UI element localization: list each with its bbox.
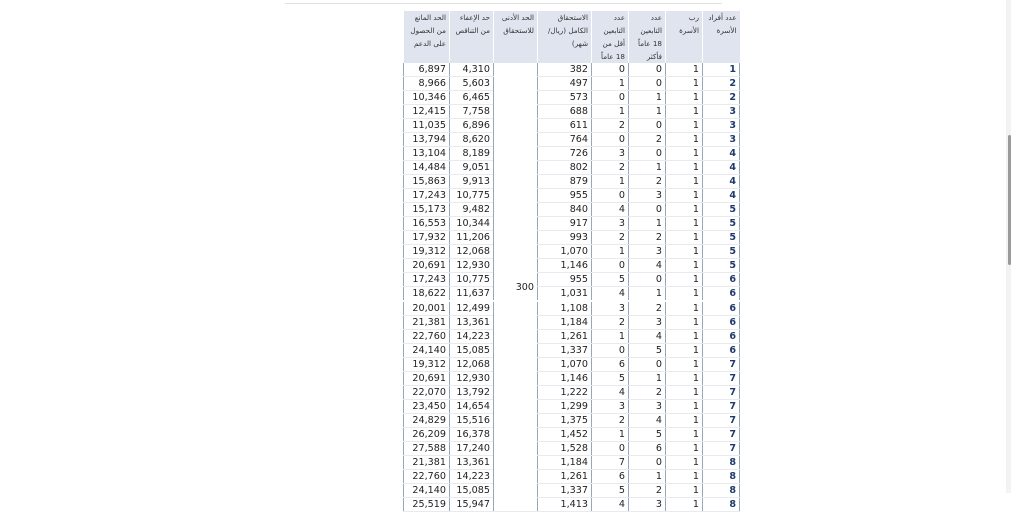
cell-family-size: 3 [703, 133, 740, 147]
cell-exemption-limit: 8,189 [450, 147, 494, 161]
cell-exemption-limit: 14,223 [450, 330, 494, 344]
cell-family-size: 4 [703, 175, 740, 189]
cell-head-of-family: 1 [666, 119, 703, 133]
cell-dependents-under-18: 7 [592, 456, 629, 470]
cell-exemption-limit: 10,775 [450, 189, 494, 203]
table-row [404, 273, 740, 287]
cell-dependents-under-18: 5 [592, 484, 629, 498]
cell-full-entitlement: 382 [538, 63, 592, 77]
cell-head-of-family: 1 [666, 147, 703, 161]
cell-head-of-family: 1 [666, 498, 703, 512]
cell-dependents-18-plus: 5 [629, 428, 666, 442]
cell-dependents-under-18: 1 [592, 105, 629, 119]
cell-exemption-limit: 7,758 [450, 105, 494, 119]
cell-dependents-18-plus: 4 [629, 414, 666, 428]
cell-dependents-18-plus: 2 [629, 386, 666, 400]
header-min-entitlement: الحد الأدنى للاستحقاق [494, 11, 538, 63]
header-exclusion-limit: الحد المانع من الحصول على الدعم [404, 11, 450, 63]
cell-head-of-family: 1 [666, 161, 703, 175]
table-row [404, 470, 740, 484]
cell-exclusion-limit: 23,450 [404, 400, 450, 414]
table-row [404, 119, 740, 133]
cell-exemption-limit: 8,620 [450, 133, 494, 147]
cell-dependents-18-plus: 1 [629, 372, 666, 386]
table-row [404, 414, 740, 428]
table-row [404, 287, 740, 302]
cell-dependents-under-18: 2 [592, 161, 629, 175]
cell-dependents-18-plus: 2 [629, 175, 666, 189]
cell-dependents-under-18: 0 [592, 189, 629, 203]
cell-family-size: 5 [703, 203, 740, 217]
cell-dependents-18-plus: 1 [629, 161, 666, 175]
cell-head-of-family: 1 [666, 105, 703, 119]
cell-dependents-18-plus: 2 [629, 301, 666, 316]
cell-dependents-under-18: 0 [592, 442, 629, 456]
cell-dependents-18-plus: 3 [629, 245, 666, 259]
cell-full-entitlement: 726 [538, 147, 592, 161]
cell-dependents-18-plus: 3 [629, 316, 666, 330]
cell-exemption-limit: 12,068 [450, 358, 494, 372]
cell-exemption-limit: 11,637 [450, 287, 494, 302]
cell-full-entitlement: 1,222 [538, 386, 592, 400]
cell-exclusion-limit: 27,588 [404, 442, 450, 456]
cell-dependents-under-18: 1 [592, 77, 629, 91]
header-dependents-under-18: عدد التابعين أقل من 18 عاماً [592, 11, 629, 63]
cell-exclusion-limit: 15,863 [404, 175, 450, 189]
cell-dependents-18-plus: 2 [629, 231, 666, 245]
cell-full-entitlement: 1,261 [538, 330, 592, 344]
table-row [404, 231, 740, 245]
cell-exclusion-limit: 16,553 [404, 217, 450, 231]
cell-full-entitlement: 1,031 [538, 287, 592, 302]
cell-dependents-under-18: 4 [592, 287, 629, 302]
cell-exemption-limit: 14,654 [450, 400, 494, 414]
cell-head-of-family: 1 [666, 330, 703, 344]
cell-min-entitlement: 300 [494, 63, 538, 512]
cell-exclusion-limit: 14,484 [404, 161, 450, 175]
cell-head-of-family: 1 [666, 400, 703, 414]
cell-dependents-18-plus: 1 [629, 105, 666, 119]
table-row [404, 161, 740, 175]
table-row [404, 372, 740, 386]
cell-head-of-family: 1 [666, 231, 703, 245]
cell-full-entitlement: 497 [538, 77, 592, 91]
table-row [404, 456, 740, 470]
cell-full-entitlement: 1,337 [538, 484, 592, 498]
cell-exemption-limit: 5,603 [450, 77, 494, 91]
cell-exemption-limit: 13,361 [450, 456, 494, 470]
cell-exclusion-limit: 22,760 [404, 330, 450, 344]
table-row [404, 77, 740, 91]
cell-dependents-under-18: 4 [592, 498, 629, 512]
cell-dependents-under-18: 2 [592, 414, 629, 428]
top-divider [285, 3, 722, 4]
cell-dependents-18-plus: 1 [629, 470, 666, 484]
cell-dependents-under-18: 5 [592, 372, 629, 386]
table-row [404, 105, 740, 119]
cell-family-size: 7 [703, 386, 740, 400]
cell-head-of-family: 1 [666, 217, 703, 231]
cell-dependents-under-18: 0 [592, 63, 629, 77]
table-row [404, 428, 740, 442]
cell-family-size: 6 [703, 330, 740, 344]
cell-dependents-18-plus: 5 [629, 344, 666, 358]
cell-exclusion-limit: 20,691 [404, 259, 450, 273]
cell-exemption-limit: 15,085 [450, 344, 494, 358]
cell-dependents-under-18: 0 [592, 91, 629, 105]
cell-dependents-under-18: 2 [592, 316, 629, 330]
cell-exclusion-limit: 8,966 [404, 77, 450, 91]
cell-head-of-family: 1 [666, 77, 703, 91]
cell-head-of-family: 1 [666, 386, 703, 400]
cell-full-entitlement: 1,528 [538, 442, 592, 456]
cell-exemption-limit: 14,223 [450, 470, 494, 484]
cell-family-size: 7 [703, 400, 740, 414]
cell-exemption-limit: 12,930 [450, 259, 494, 273]
cell-exclusion-limit: 22,760 [404, 470, 450, 484]
cell-head-of-family: 1 [666, 470, 703, 484]
cell-exemption-limit: 15,085 [450, 484, 494, 498]
table-row [404, 175, 740, 189]
cell-family-size: 6 [703, 287, 740, 302]
table-row [404, 498, 740, 512]
cell-family-size: 8 [703, 470, 740, 484]
cell-head-of-family: 1 [666, 273, 703, 287]
cell-exemption-limit: 12,068 [450, 245, 494, 259]
table-row [404, 344, 740, 358]
table-row [404, 358, 740, 372]
cell-family-size: 6 [703, 344, 740, 358]
cell-dependents-18-plus: 6 [629, 442, 666, 456]
cell-full-entitlement: 1,299 [538, 400, 592, 414]
table-row [404, 442, 740, 456]
cell-dependents-under-18: 3 [592, 400, 629, 414]
cell-dependents-under-18: 5 [592, 273, 629, 287]
cell-family-size: 4 [703, 161, 740, 175]
cell-family-size: 3 [703, 105, 740, 119]
cell-family-size: 6 [703, 301, 740, 316]
cell-full-entitlement: 955 [538, 189, 592, 203]
table-row [404, 330, 740, 344]
cell-exclusion-limit: 25,519 [404, 498, 450, 512]
cell-exclusion-limit: 12,415 [404, 105, 450, 119]
cell-family-size: 4 [703, 189, 740, 203]
cell-head-of-family: 1 [666, 245, 703, 259]
table-row [404, 259, 740, 273]
cell-dependents-18-plus: 0 [629, 273, 666, 287]
header-dependents-18-plus: عدد التابعين 18 عاماً فأكثر [629, 11, 666, 63]
cell-family-size: 6 [703, 273, 740, 287]
table-header-row [404, 11, 740, 63]
cell-full-entitlement: 1,146 [538, 372, 592, 386]
cell-exclusion-limit: 17,243 [404, 273, 450, 287]
cell-exemption-limit: 6,465 [450, 91, 494, 105]
cell-full-entitlement: 611 [538, 119, 592, 133]
cell-dependents-18-plus: 0 [629, 63, 666, 77]
cell-full-entitlement: 1,070 [538, 358, 592, 372]
cell-head-of-family: 1 [666, 133, 703, 147]
cell-exclusion-limit: 11,035 [404, 119, 450, 133]
cell-head-of-family: 1 [666, 456, 703, 470]
cell-family-size: 2 [703, 77, 740, 91]
cell-full-entitlement: 1,146 [538, 259, 592, 273]
cell-full-entitlement: 1,184 [538, 316, 592, 330]
cell-exclusion-limit: 10,346 [404, 91, 450, 105]
cell-head-of-family: 1 [666, 358, 703, 372]
cell-exclusion-limit: 22,070 [404, 386, 450, 400]
table-row [404, 301, 740, 316]
support-entitlement-table [403, 11, 740, 512]
cell-full-entitlement: 1,375 [538, 414, 592, 428]
cell-family-size: 7 [703, 442, 740, 456]
cell-head-of-family: 1 [666, 203, 703, 217]
cell-dependents-18-plus: 3 [629, 498, 666, 512]
cell-dependents-under-18: 3 [592, 301, 629, 316]
cell-dependents-under-18: 1 [592, 175, 629, 189]
cell-exclusion-limit: 24,140 [404, 484, 450, 498]
table-row [404, 147, 740, 161]
cell-exemption-limit: 15,947 [450, 498, 494, 512]
cell-exemption-limit: 16,378 [450, 428, 494, 442]
cell-dependents-18-plus: 1 [629, 217, 666, 231]
cell-head-of-family: 1 [666, 189, 703, 203]
cell-full-entitlement: 688 [538, 105, 592, 119]
cell-exemption-limit: 10,775 [450, 273, 494, 287]
table-row [404, 217, 740, 231]
cell-family-size: 5 [703, 245, 740, 259]
cell-dependents-under-18: 0 [592, 259, 629, 273]
cell-exemption-limit: 9,051 [450, 161, 494, 175]
cell-exclusion-limit: 17,932 [404, 231, 450, 245]
cell-head-of-family: 1 [666, 372, 703, 386]
table-row [404, 386, 740, 400]
cell-exclusion-limit: 13,794 [404, 133, 450, 147]
cell-full-entitlement: 879 [538, 175, 592, 189]
cell-exclusion-limit: 19,312 [404, 358, 450, 372]
cell-dependents-under-18: 2 [592, 231, 629, 245]
cell-dependents-18-plus: 4 [629, 330, 666, 344]
cell-full-entitlement: 1,452 [538, 428, 592, 442]
cell-dependents-18-plus: 1 [629, 91, 666, 105]
cell-dependents-under-18: 1 [592, 330, 629, 344]
header-full-entitlement: الاستحقاق الكامل (ريال/شهر) [538, 11, 592, 63]
header-exemption-limit: حد الإعفاء من التناقص [450, 11, 494, 63]
cell-full-entitlement: 993 [538, 231, 592, 245]
cell-exclusion-limit: 26,209 [404, 428, 450, 442]
cell-dependents-under-18: 4 [592, 203, 629, 217]
cell-family-size: 5 [703, 259, 740, 273]
cell-dependents-18-plus: 0 [629, 77, 666, 91]
table-row [404, 63, 740, 77]
cell-head-of-family: 1 [666, 63, 703, 77]
cell-dependents-under-18: 6 [592, 470, 629, 484]
cell-family-size: 7 [703, 414, 740, 428]
cell-dependents-under-18: 6 [592, 358, 629, 372]
cell-exclusion-limit: 13,104 [404, 147, 450, 161]
cell-full-entitlement: 1,184 [538, 456, 592, 470]
cell-full-entitlement: 1,413 [538, 498, 592, 512]
cell-exclusion-limit: 21,381 [404, 316, 450, 330]
cell-family-size: 1 [703, 63, 740, 77]
cell-exclusion-limit: 18,622 [404, 287, 450, 302]
cell-dependents-under-18: 0 [592, 133, 629, 147]
cell-exclusion-limit: 24,829 [404, 414, 450, 428]
cell-family-size: 4 [703, 147, 740, 161]
cell-exemption-limit: 4,310 [450, 63, 494, 77]
cell-dependents-18-plus: 0 [629, 456, 666, 470]
cell-exemption-limit: 12,930 [450, 372, 494, 386]
cell-head-of-family: 1 [666, 287, 703, 302]
cell-family-size: 7 [703, 428, 740, 442]
cell-dependents-18-plus: 0 [629, 358, 666, 372]
cell-dependents-18-plus: 3 [629, 189, 666, 203]
table-row [404, 203, 740, 217]
cell-full-entitlement: 573 [538, 91, 592, 105]
header-family-size: عدد أفراد الأسرة [703, 11, 740, 63]
table-row [404, 484, 740, 498]
cell-exemption-limit: 13,792 [450, 386, 494, 400]
cell-full-entitlement: 840 [538, 203, 592, 217]
cell-family-size: 7 [703, 372, 740, 386]
cell-exclusion-limit: 24,140 [404, 344, 450, 358]
cell-dependents-18-plus: 2 [629, 484, 666, 498]
cell-full-entitlement: 1,108 [538, 301, 592, 316]
cell-head-of-family: 1 [666, 428, 703, 442]
cell-head-of-family: 1 [666, 259, 703, 273]
cell-family-size: 2 [703, 91, 740, 105]
cell-family-size: 5 [703, 217, 740, 231]
cell-exemption-limit: 15,516 [450, 414, 494, 428]
cell-family-size: 8 [703, 456, 740, 470]
cell-dependents-under-18: 1 [592, 245, 629, 259]
table-row [404, 91, 740, 105]
cell-head-of-family: 1 [666, 344, 703, 358]
cell-full-entitlement: 955 [538, 273, 592, 287]
cell-head-of-family: 1 [666, 484, 703, 498]
cell-head-of-family: 1 [666, 91, 703, 105]
cell-exclusion-limit: 17,243 [404, 189, 450, 203]
cell-dependents-under-18: 1 [592, 428, 629, 442]
cell-exclusion-limit: 20,691 [404, 372, 450, 386]
cell-full-entitlement: 802 [538, 161, 592, 175]
table-row [404, 133, 740, 147]
table-row [404, 316, 740, 330]
cell-family-size: 5 [703, 231, 740, 245]
cell-dependents-under-18: 2 [592, 119, 629, 133]
cell-dependents-under-18: 0 [592, 344, 629, 358]
cell-exemption-limit: 12,499 [450, 301, 494, 316]
cell-family-size: 3 [703, 119, 740, 133]
cell-full-entitlement: 1,337 [538, 344, 592, 358]
cell-exemption-limit: 13,361 [450, 316, 494, 330]
cell-exemption-limit: 10,344 [450, 217, 494, 231]
cell-family-size: 8 [703, 484, 740, 498]
cell-dependents-18-plus: 0 [629, 119, 666, 133]
cell-dependents-18-plus: 1 [629, 287, 666, 302]
cell-exclusion-limit: 20,001 [404, 301, 450, 316]
cell-head-of-family: 1 [666, 175, 703, 189]
cell-full-entitlement: 1,070 [538, 245, 592, 259]
cell-exemption-limit: 9,913 [450, 175, 494, 189]
cell-exemption-limit: 11,206 [450, 231, 494, 245]
cell-dependents-18-plus: 2 [629, 133, 666, 147]
cell-head-of-family: 1 [666, 442, 703, 456]
cell-head-of-family: 1 [666, 301, 703, 316]
cell-dependents-18-plus: 4 [629, 259, 666, 273]
cell-exclusion-limit: 6,897 [404, 63, 450, 77]
cell-family-size: 6 [703, 316, 740, 330]
cell-family-size: 7 [703, 358, 740, 372]
cell-exemption-limit: 6,896 [450, 119, 494, 133]
cell-exclusion-limit: 15,173 [404, 203, 450, 217]
table-row [404, 400, 740, 414]
cell-head-of-family: 1 [666, 414, 703, 428]
cell-exclusion-limit: 19,312 [404, 245, 450, 259]
cell-exclusion-limit: 21,381 [404, 456, 450, 470]
table-row [404, 189, 740, 203]
cell-dependents-under-18: 3 [592, 217, 629, 231]
header-head-of-family: رب الأسرة [666, 11, 703, 63]
cell-dependents-18-plus: 3 [629, 400, 666, 414]
cell-dependents-18-plus: 0 [629, 203, 666, 217]
cell-full-entitlement: 1,261 [538, 470, 592, 484]
cell-exemption-limit: 9,482 [450, 203, 494, 217]
cell-dependents-under-18: 4 [592, 386, 629, 400]
cell-dependents-18-plus: 0 [629, 147, 666, 161]
cell-head-of-family: 1 [666, 316, 703, 330]
cell-family-size: 8 [703, 498, 740, 512]
table-row [404, 245, 740, 259]
cell-full-entitlement: 764 [538, 133, 592, 147]
cell-full-entitlement: 917 [538, 217, 592, 231]
cell-dependents-under-18: 3 [592, 147, 629, 161]
cell-exemption-limit: 17,240 [450, 442, 494, 456]
